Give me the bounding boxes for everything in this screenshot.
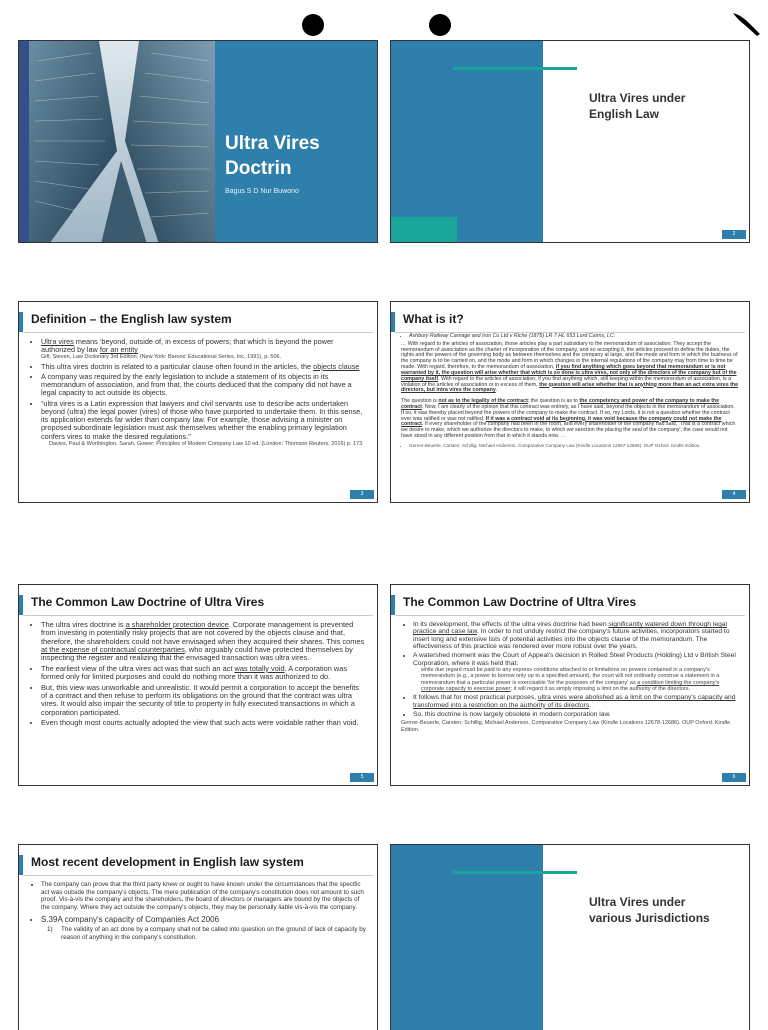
page-number: 6: [722, 773, 746, 782]
bullet-3: • But, this view was unworkable and unrealistic. It would permit a corporation to accept the benefits of a contract and then refuse to perform its obligations on the ground that the contract was ultra vires. It would also impair the security of title to property in fully executed transactions in which a corporation participated.: [41, 684, 367, 717]
bullet-mark-1: [302, 14, 324, 36]
slide-body: [29, 338, 367, 488]
case-citation: • Ashbury Railway Carriage and Iron Co Ltd v Riche (1875) LR 7 HL 653 Lord Cairns, LC:: [409, 334, 739, 340]
numbered-item-1: 1) The validity of an act done by a company shall not be called into question on the ground of lack of capacity by reason of anything in the company's constitution.: [47, 926, 366, 942]
page-number: 3: [350, 490, 374, 499]
bullet-1: • In its development, the effects of the ultra vires doctrine had been significantly watered down through legal practice and case law. In order to not unduly restrict the company's future activities, incorporators started to insert long and extensive lists of potential activities into the objects clause of the memorandum. The effectiveness of this practice was rendered ever more robust over the years.: [413, 621, 739, 650]
title-line-1: Ultra Vires: [225, 133, 320, 154]
title-bar: [391, 312, 395, 332]
teal-accent-block: [391, 217, 457, 243]
slide-recent-development: [18, 844, 378, 1030]
slide-title: What is it?: [403, 312, 464, 326]
slide-title: [18, 40, 378, 243]
author: Bagus S D Nur Buwono: [225, 188, 299, 195]
title-bar: [19, 312, 23, 332]
bullet-mark-2: [429, 14, 451, 36]
bullet-4: • “ultra vires is a Latin expression that lawyers and civil servants use to describe acts undertaken beyond (ultra) the legal power (vires) of those who have purported to undertake them. In this sense, its application extends far wider than company law. For example, those advising a minister on proposed subordinate legislation must ask themselves whether the enabling primary legislation confers vires to make the desired regulations.” Davies, Paul & Worthington, Sarah, Gower: Principles of Modern Company Law 10 ed. (London: Thomson Reuters, 2016) p. 173.: [41, 400, 367, 447]
slide-body: [29, 621, 367, 771]
bullet-3: • A company was required by the early legislation to include a statement of its objects in its memorandum of association, and from that, the courts deduced that the company did not have a legal capacity to act outside its objects.: [41, 373, 367, 398]
quote-paragraph-2: The question is not as to the legality of the contract; the question is as to the competency and power of the company to make the contract. Now, I am clearly of the opinion that this contract was entirely, as I have said, beyond the objects in the memorandum of association. If so, it was thereby placed beyond the powers of the company to make the contract. If so, my Lords, it is not a question whether the contract ever was ratified or was not ratified. If it was a contract void at its beginning, it was void because the company could not make the contract. If every shareholder of the company had been in the room, and every shareholder of the company had said, 'That is a contract which we desire to make, which we authorize the directors to make, to which we sanction the placing the seal of the company', the case would not have stood in any different position from that in which it stands now. …: [401, 398, 736, 439]
title-bar: [391, 595, 395, 615]
section-title: Ultra Vires under various Jurisdictions: [589, 895, 710, 925]
slide-title: The Common Law Doctrine of Ultra Vires: [31, 595, 265, 609]
bullet-1: • Ultra vires means ‘beyond, outside of, in excess of powers; that which is beyond the power authorized by law for an entity Gift, Steven, Law Dictionary 3rd Edition, (New York: Barons' Educational Series, Inc, 1991), p. 506.: [41, 338, 367, 361]
page-number: 5: [350, 773, 374, 782]
page-number: 2: [722, 230, 746, 239]
slide-definition: [18, 301, 378, 503]
section-title: Ultra Vires under English Law: [589, 91, 686, 121]
blue-panel: [391, 41, 543, 242]
slide-body: [401, 334, 739, 488]
slide-title: Definition – the English law system: [31, 312, 232, 326]
bullet-4: • Even though most courts actually adopted the view that such acts were voidable rather than void.: [41, 719, 367, 727]
slide-title: The Common Law Doctrine of Ultra Vires: [403, 595, 637, 609]
skyscraper-photo: [29, 41, 215, 243]
slide-section-jurisdictions: [390, 844, 750, 1030]
slide-what-is-it: [390, 301, 750, 503]
title-line-2: Doctrin: [225, 158, 292, 179]
bullet-3: • It follows that for most practical purposes, ultra vires were abolished as a limit on the company's capacity and transformed into a restriction on the authority of its directors.: [413, 694, 739, 709]
teal-accent-line: [453, 871, 577, 874]
bullet-2: • S.39A company's capacity of Companies Act 2006: [41, 915, 367, 925]
bullet-2: • A watershed moment was the Court of Appeal's decision in Rolled Steel Products (Holding) Ltd v British Steel Corporation, where it was held that: while due regard must be paid to any express conditions attached to or limitations on powers contained in a company's memorandum (e.g., a power to borrow only up to a specified amount), the court will not ordinarily construe a statement in a memorandum that a particular power is exercisable 'for the purposes of the company' as a condition limiting the company's corporate capacity to exercise power; it will regard it as simply imposing a limit on the authority of the directors.: [413, 652, 739, 692]
bullet-1: • The company can prove that the third party knew or ought to have known under the circumstances that the specific act was outside the company's objects. The mere publication of the company's constitution does not amount to such proof. Vis-à-vis the company and the shareholders, the board of directors or managers are bound by the objects of the company. Where they act outside the company's objects, they may be personally liable vis-à-vis the company.: [41, 881, 367, 912]
bullet-2: • This ultra vires doctrin is related to a particular clause often found in the articles, the objects clause: [41, 363, 367, 371]
slide-common-law-2: [390, 584, 750, 786]
slide-title: Most recent development in English law system: [31, 855, 304, 869]
slide-body: [29, 881, 367, 1016]
slide-common-law-1: [18, 584, 378, 786]
held-quote: while due regard must be paid to any express conditions attached to or limitations on powers contained in a company's memorandum (e.g., a power to borrow only up to a specified amount), the court will not ordinarily construe a statement in a memorandum that a particular power is exercisable 'for the purposes of the company' as a condition limiting the company's corporate capacity to exercise power; it will regard it as simply imposing a limit on the authority of the directors.: [421, 667, 720, 693]
source-citation: Gerner-Beuerle, Carsten; Schillig, Michael Anderson. Comparative Company Law (Kindle Locations 12678-12686). OUP Oxford. Kindle Edition.: [401, 720, 731, 733]
bullet-1: • The ultra vires doctrine is a shareholder protection device. Corporate management is prevented from investing in potentially risky projects that are not covered by the objects clause and that, therefore, the shareholders could not have envisaged when they acquired their shares. This comes at the expense of contractual counterparties, who arguably could have protected themselves by inspecting the register and realizing that the envisaged transaction was ultra vires.: [41, 621, 367, 663]
teal-accent-line: [453, 67, 577, 70]
bullet-4: • So, this doctrine is now largely obsolete in modern corporation law.: [413, 711, 739, 718]
title-bar: [19, 855, 23, 875]
source-citation: • Gerner-Beuerle, Carsten; Schillig, Michael Anderson. Comparative Company Law (Kindle Locations 12667-12668). OUP Oxford. Kindle Edition.: [409, 443, 739, 448]
slide-section-english: [390, 40, 750, 243]
bullet-2: • The earliest view of the ultra vires act was that such an act was totally void. A corporation was formed only for limited purposes and could do nothing more than it was authorized to do.: [41, 665, 367, 682]
citation: Gift, Steven, Law Dictionary 3rd Edition, (New York: Barons' Educational Series, Inc, 1991), p. 506.: [41, 354, 282, 361]
title-bar: [19, 595, 23, 615]
quote-paragraph-1: … With regard to the articles of association, those articles play a part subsidiary to the memorandum of association. They accept the memorandum of association as the charter of incorporation of the company, and so accepting it, the articles proceed to define the duties, the rights and the powers of the governing body as between themselves and the company at large, and the mode and form in which the business of the company is to be carried on, and the mode and form in which changes in the internal regulations of the company may from time to time be made. With regard, therefore, to the memorandum of association, if you find anything which goes beyond that memorandum or is not warranted by it, the question will arise whether that which is so done is ultra vires, not only of the directors of the company but of the company itself. With regard to the articles of association, if you find anything which, still keeping within the memorandum of association, is a violation of the articles of association or in excess of them, the question will arise whether that is anything more than an act extra vires the directors, but intra vires the company.: [401, 340, 739, 394]
left-stripe: [19, 41, 29, 242]
page-number: 4: [722, 490, 746, 499]
citation: Davies, Paul & Worthington, Sarah, Gower: Principles of Modern Company Law 10 ed. (London: Thomson Reuters, 2016) p. 173.: [49, 440, 364, 447]
slide-body: [401, 621, 739, 771]
pen-icon: [731, 9, 763, 37]
